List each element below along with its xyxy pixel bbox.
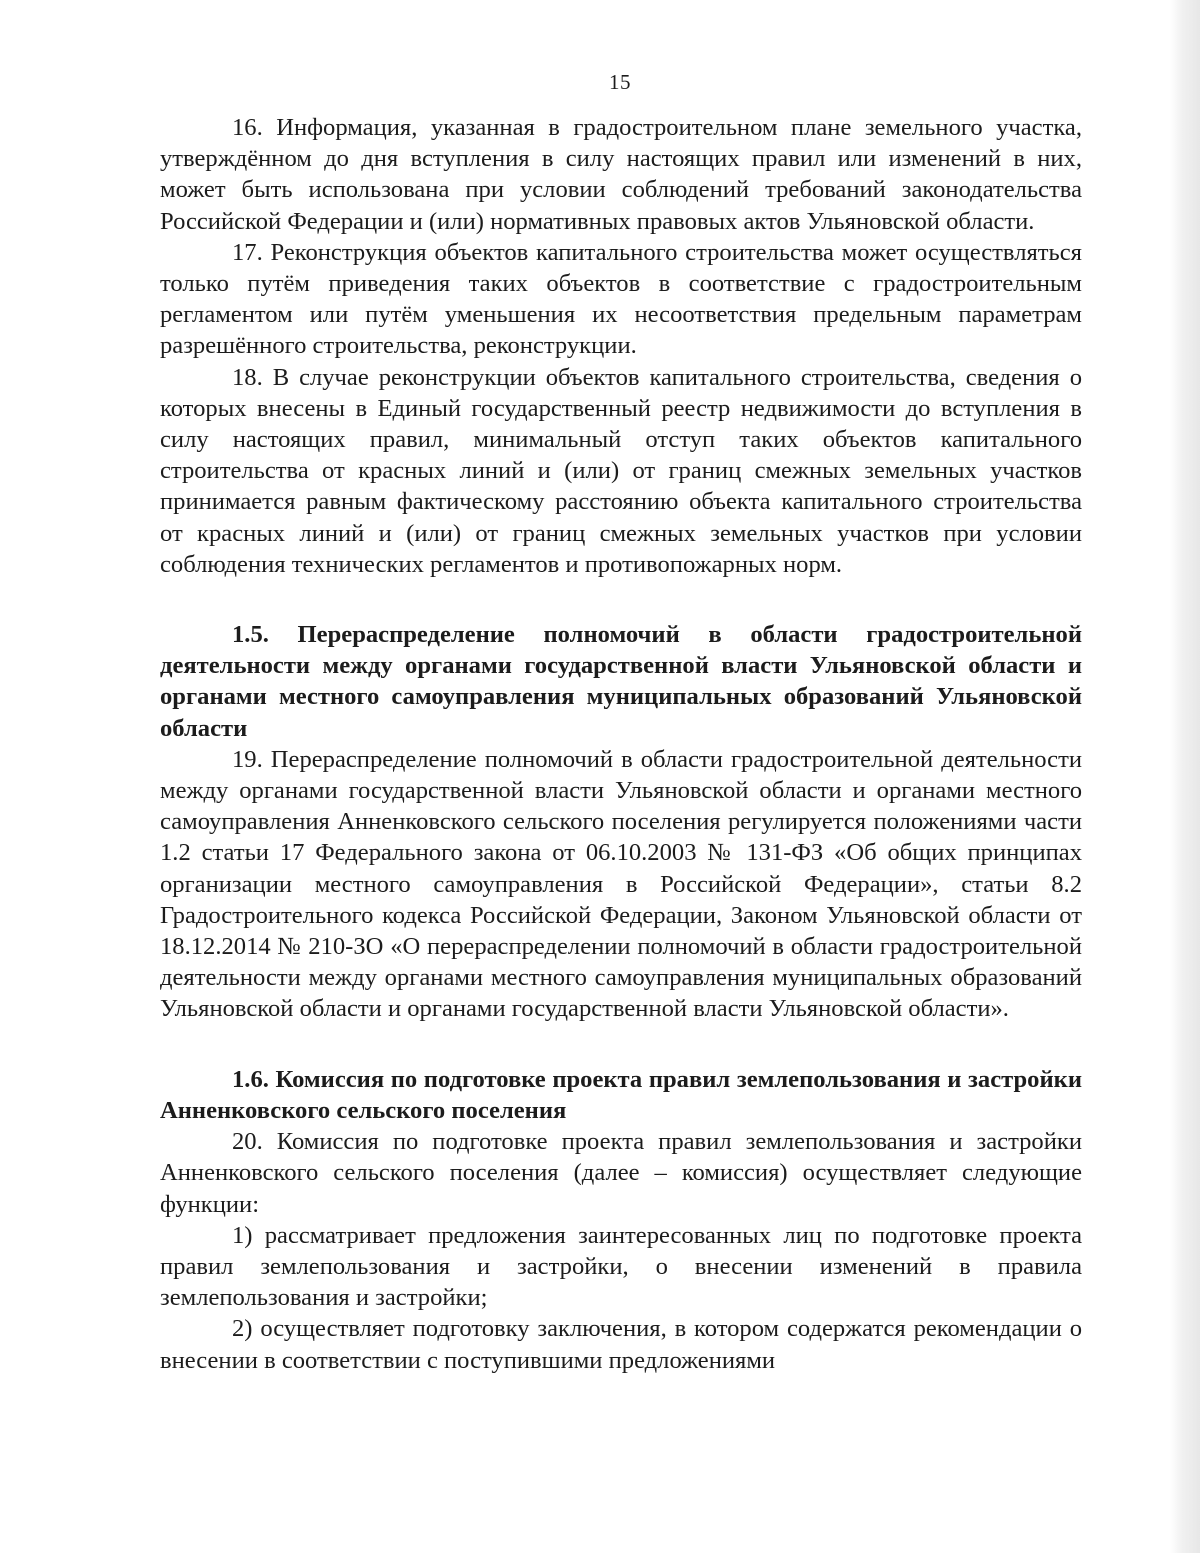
section-spacer — [160, 1025, 1082, 1064]
paragraph-16: 16. Информация, указанная в градостроительном плане земельного участка, утверждённом до дня вступления в силу настоящих правил или изменений в них, может быть использована при условии соблюдений требований законодательства Российской Федерации и (или) нормативных правовых актов Ульяновской области. — [160, 114, 1082, 235]
paragraph-20: 20. Комиссия по подготовке проекта правил землепользования и застройки Анненковского сельского поселения (далее – комиссия) осуществляет следующие функции: — [160, 1128, 1082, 1218]
paragraph-17: 17. Реконструкция объектов капитального строительства может осуществляться только путём приведения таких объектов в соответствие с градостроительным регламентом или путём уменьшения их несоответствия предельным параметрам разрешённого строительства, реконструкции. — [160, 238, 1082, 360]
list-item-2: 2) осуществляет подготовку заключения, в котором содержатся рекомендации о внесении в соответствии с поступившими предложениями — [160, 1315, 1082, 1374]
page-number: 15 — [609, 70, 631, 94]
document-body — [160, 112, 1082, 1376]
paragraph-18: 18. В случае реконструкции объектов капитального строительства, сведения о которых внесены в Единый государственный реестр недвижимости до вступления в силу настоящих правил, минимальный отступ таких объектов капитального строительства от красных линий и (или) от границ смежных земельных участков принимается равным фактическому расстоянию объекта капитального строительства от красных линий и (или) от границ смежных земельных участков при условии соблюдения технических регламентов и противопожарных норм. — [160, 363, 1082, 578]
paragraph-19: 19. Перераспределение полномочий в области градостроительной деятельности между органами государственной власти Ульяновской области и органами местного самоуправления Анненковского сельского поселения регулируется положениями части 1.2 статьи 17 Федерального закона от 06.10.2003 № 131-ФЗ «Об общих принципах организации местного самоуправления в Российской Федерации», статьи 8.2 Градостроительного кодекса Российской Федерации, Законом Ульяновской области от 18.12.2014 № 210-ЗО «О перераспределении полномочий в области градостроительной деятельности между органами местного самоуправления муниципальных образований Ульяновской области и органами государственной власти Ульяновской области». — [160, 745, 1082, 1023]
list-item-1: 1) рассматривает предложения заинтересованных лиц по подготовке проекта правил землепользования и застройки, о внесении изменений в правила землепользования и застройки; — [160, 1221, 1082, 1312]
page-edge-shadow — [1170, 0, 1200, 1553]
section-heading-1-6: 1.6. Комиссия по подготовке проекта правил землепользования и застройки Анненковского сельского поселения — [160, 1065, 1082, 1124]
section-spacer — [160, 580, 1082, 619]
section-heading-1-5: 1.5. Перераспределение полномочий в области градостроительной деятельности между органами государственной власти Ульяновской области и органами местного самоуправления муниципальных образований Ульяновской области — [160, 621, 1082, 742]
